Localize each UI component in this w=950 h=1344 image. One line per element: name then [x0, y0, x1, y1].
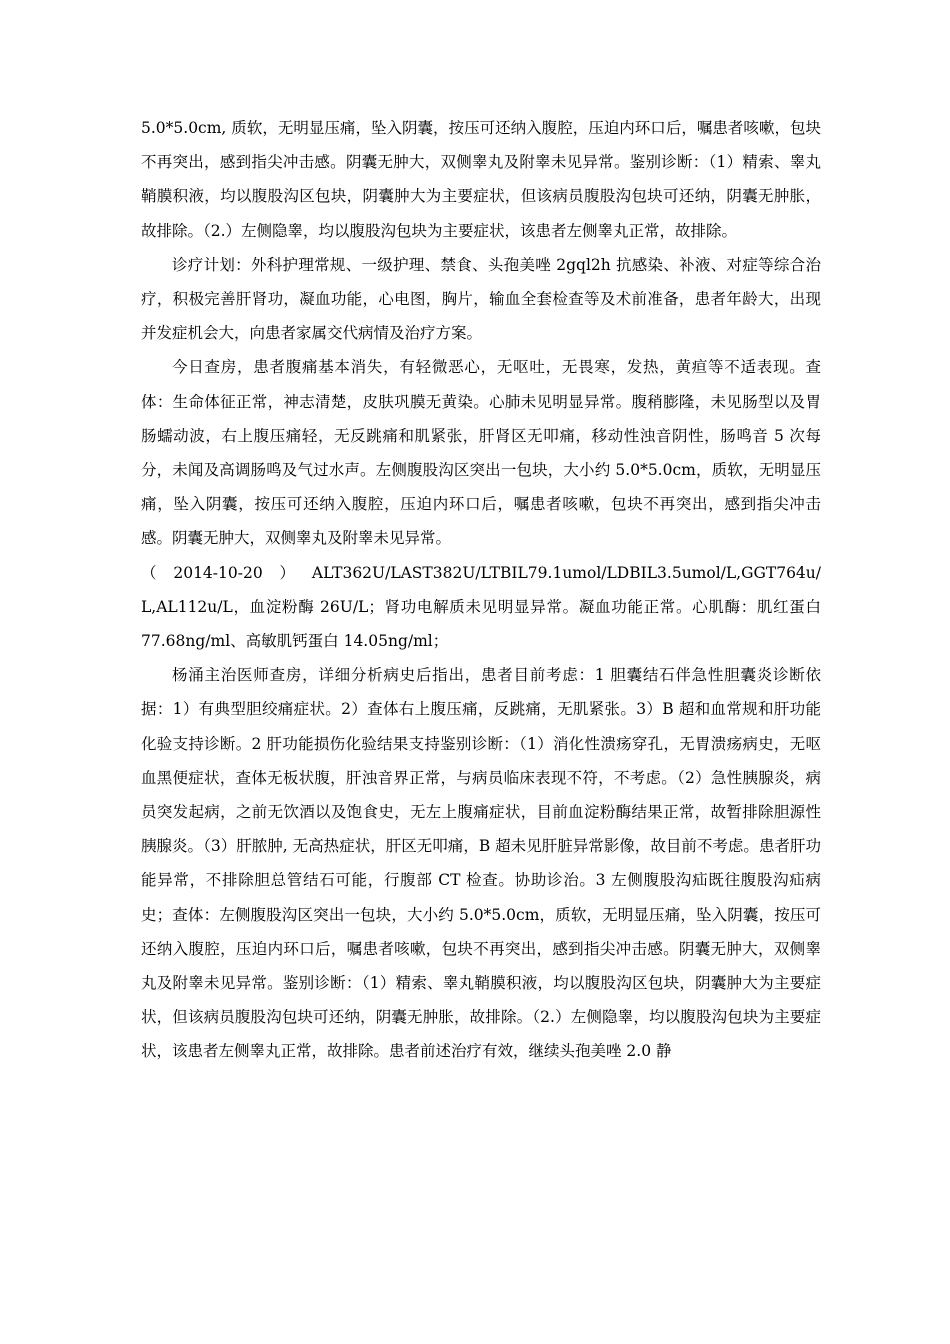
lab-results-line [141, 556, 821, 590]
paragraph-treatment-plan: 诊疗计划：外科护理常规、一级护理、禁食、头孢美唑 2gql2h 抗感染、补液、对症等综合治疗，积极完善肝肾功，凝血功能，心电图，胸片，输血全套检查等及术前准备，患者年龄大，出现并发症机会大，向患者家属交代病情及治疗方案。 [141, 255, 821, 343]
paragraph-daily-rounds: 今日查房，患者腹痛基本消失，有轻微恶心，无呕吐，无畏寒，发热，黄疸等不适表现。查体：生命体征正常，神志清楚，皮肤巩膜无黄染。心肺未见明显异常。腹稍膨隆，未见肠型以及胃肠蠕动波，右上腹压痛轻，无反跳痛和肌紧张，肝肾区无叩痛，移动性浊音阴性，肠鸣音 5 次每分，未闻及高调肠鸣及气过水声。左侧腹股沟区突出一包块，大小约 5.0*5.0cm，质软，无明显压痛，坠入阴囊，按压可还纳入腹腔，压迫内环口后，嘱患者咳嗽，包块不再突出，感到指尖冲击感。阴囊无肿大，双侧睾丸及附睾未见异常。 [141, 358, 821, 548]
paragraph-exam-continuation: 5.0*5.0cm, 质软，无明显压痛，坠入阴囊，按压可还纳入腹腔，压迫内环口后，嘱患者咳嗽，包块不再突出，感到指尖冲击感。阴囊无肿大，双侧睾丸及附睾未见异常。鉴别诊断：（1）精索、睾丸鞘膜积液，均以腹股沟区包块，阴囊肿大为主要症状，但该病员腹股沟包块可还纳，阴囊无肿胀，故排除。（2.）左侧隐睾，均以腹股沟包块为主要症状，该患者左侧睾丸正常，故排除。 [141, 119, 821, 240]
lab-close-paren: ） [279, 563, 296, 582]
lab-values: ALT362U/LAST382U/LTBIL79.1umol/LDBIL3.5umol/L,GGT764u/ [311, 563, 821, 582]
document-body [141, 111, 821, 1069]
paragraph-attending-rounds: 杨涌主治医师查房，详细分析病史后指出，患者目前考虑：1 胆囊结石伴急性胆囊炎诊断依据：1）有典型胆绞痛症状。2）查体右上腹压痛，反跳痛，无肌紧张。3）B 超和血常规和肝功能化验支持诊断。2 肝功能损伤化验结果支持鉴别诊断：（1）消化性溃疡穿孔，无胃溃疡病史，无呕血黑便症状，查体无板状腹，肝浊音界正常，与病员临床表现不符，不考虑。（2）急性胰腺炎，病员突发起病，之前无饮酒以及饱食史，无左上腹痛症状，目前血淀粉酶结果正常，故暂排除胆源性胰腺炎。（3）肝脓肿, 无高热症状，肝区无叩痛，B 超未见肝脏异常影像，故目前不考虑。患者肝功能异常，不排除胆总管结石可能，行腹部 CT 检查。协助诊治。3 左侧腹股沟疝既往腹股沟疝病史；查体：左侧腹股沟区突出一包块，大小约 5.0*5.0cm，质软，无明显压痛，坠入阴囊，按压可还纳入腹腔，压迫内环口后，嘱患者咳嗽，包块不再突出，感到指尖冲击感。阴囊无肿大，双侧睾丸及附睾未见异常。鉴别诊断：（1）精索、睾丸鞘膜积液，均以腹股沟区包块，阴囊肿大为主要症状，但该病员腹股沟包块可还纳，阴囊无肿胀，故排除。（2.）左侧隐睾，均以腹股沟包块为主要症状，该患者左侧睾丸正常，故排除。患者前述治疗有效，继续头孢美唑 2.0 静 [141, 666, 821, 1061]
lab-date: 2014-10-20 [173, 563, 263, 582]
paragraph-lab-results: L,AL112u/L，血淀粉酶 26U/L；肾功电解质未见明显异常。凝血功能正常。心肌酶：肌红蛋白 77.68ng/ml、高敏肌钙蛋白 14.05ng/ml； [141, 597, 821, 651]
lab-open-paren: （ [141, 563, 157, 582]
